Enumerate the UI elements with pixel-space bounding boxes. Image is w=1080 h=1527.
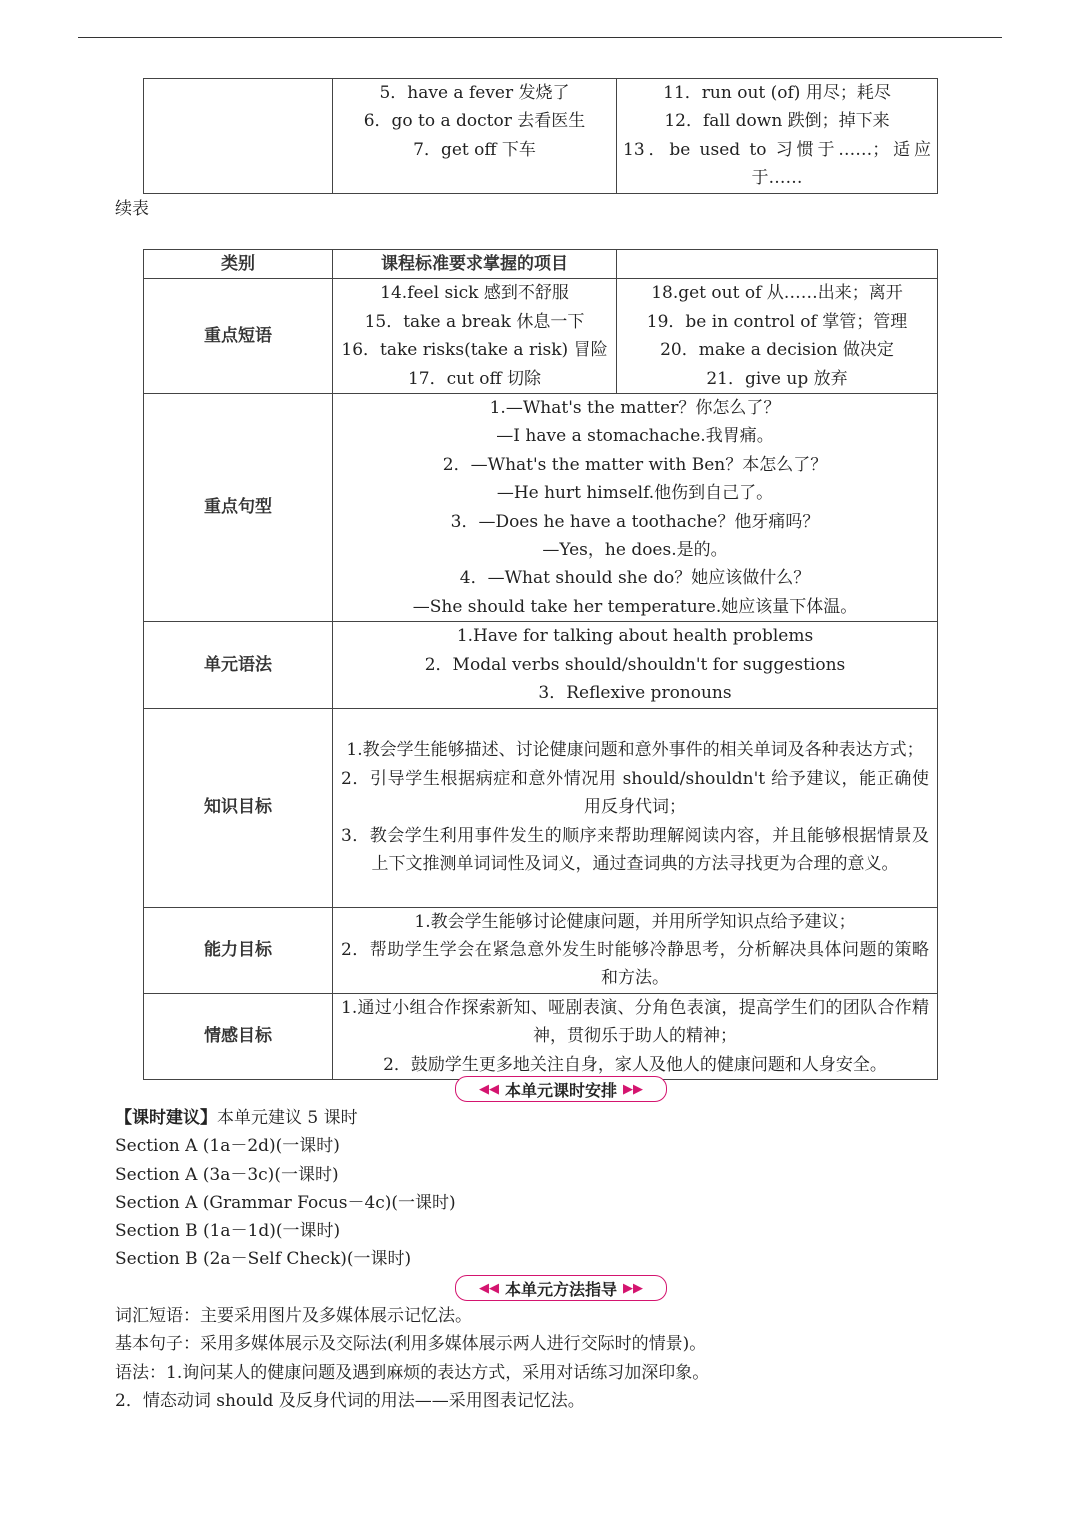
phrase-item: 13．be used to 习惯于……；适应于…… bbox=[623, 139, 931, 189]
sentence-line: 2．—What's the matter with Ben？本怎么了？ bbox=[442, 454, 828, 475]
table-row-knowledge bbox=[144, 708, 938, 907]
phrases-col3 bbox=[617, 279, 938, 394]
phrases-col2 bbox=[333, 79, 617, 194]
phrase-item: 21．give up 放弃 bbox=[706, 368, 848, 389]
emotion-para: 2．鼓励学生更多地关注自身，家人及他人的健康问题和人身安全。 bbox=[383, 1054, 887, 1075]
schedule-intro bbox=[115, 1104, 456, 1132]
table-row-emotion bbox=[144, 993, 938, 1079]
phrase-item: 7．get off 下车 bbox=[413, 139, 536, 160]
double-chevron-left-icon: ◀◀ bbox=[478, 1280, 499, 1296]
sentence-line: —Yes，he does.是的。 bbox=[542, 540, 728, 561]
sentences-cell bbox=[333, 394, 938, 622]
table-row-grammar bbox=[144, 622, 938, 708]
label-knowledge: 知识目标 bbox=[144, 708, 333, 907]
sentence-line: —She should take her temperature.她应该量下体温。 bbox=[412, 596, 858, 617]
phrase-item: 14.feel sick 感到不舒服 bbox=[380, 283, 569, 304]
schedule-item: Section B (1a－1d)(一课时) bbox=[115, 1221, 341, 1242]
method-line: 2．情态动词 should 及反身代词的用法——采用图表记忆法。 bbox=[115, 1390, 585, 1411]
knowledge-cell bbox=[333, 708, 938, 907]
table-row bbox=[144, 79, 938, 194]
sentence-line: 1.—What's the matter？你怎么了？ bbox=[489, 398, 781, 419]
section-banner-methods bbox=[455, 1275, 667, 1301]
schedule-item: Section A (1a－2d)(一课时) bbox=[115, 1136, 340, 1157]
double-chevron-left-icon: ◀◀ bbox=[478, 1081, 499, 1097]
label-sentences: 重点句型 bbox=[144, 394, 333, 622]
curriculum-table bbox=[143, 249, 938, 1080]
emotion-para: 1.通过小组合作探索新知、哑剧表演、分角色表演，提高学生们的团队合作精神，贯彻乐于助人的精神； bbox=[341, 997, 929, 1047]
table-header-row bbox=[144, 250, 938, 279]
sentence-line: 3．—Does he have a toothache？他牙痛吗？ bbox=[450, 511, 820, 532]
ability-para: 2．帮助学生学会在紧急意外发生时能够冷静思考，分析解决具体问题的策略和方法。 bbox=[341, 939, 929, 989]
table-row-phrases bbox=[144, 279, 938, 394]
header-items: 课程标准要求掌握的项目 bbox=[333, 250, 617, 279]
double-chevron-right-icon: ▶▶ bbox=[623, 1280, 643, 1296]
label-grammar: 单元语法 bbox=[144, 622, 333, 708]
sentence-line: 4．—What should she do？她应该做什么？ bbox=[459, 568, 811, 589]
section-banner-schedule bbox=[455, 1076, 667, 1102]
double-chevron-right-icon: ▶▶ bbox=[623, 1081, 643, 1097]
method-line: 语法：1.询问某人的健康问题及遇到麻烦的表达方式，采用对话练习加深印象。 bbox=[115, 1362, 710, 1383]
phrase-item: 19．be in control of 掌管；管理 bbox=[646, 311, 908, 332]
phrase-item: 18.get out of 从……出来；离开 bbox=[651, 283, 903, 304]
phrase-item: 20．make a decision 做决定 bbox=[660, 340, 894, 361]
method-line: 基本句子：采用多媒体展示及交际法(利用多媒体展示两人进行交际时的情景)。 bbox=[115, 1334, 707, 1355]
schedule-item: Section B (2a－Self Check)(一课时) bbox=[115, 1249, 412, 1270]
phrase-item: 12．fall down 跌倒；掉下来 bbox=[664, 111, 890, 132]
table-row-sentences bbox=[144, 394, 938, 622]
knowledge-para: 2．引导学生根据病症和意外情况用 should/shouldn't 给予建议，能正确使用反身代词； bbox=[341, 768, 929, 818]
phrase-item: 6．go to a doctor 去看医生 bbox=[363, 111, 586, 132]
phrases-col3 bbox=[617, 79, 938, 194]
grammar-line: 2．Modal verbs should/shouldn't for suggestions bbox=[424, 654, 846, 675]
phrase-item: 5．have a fever 发烧了 bbox=[379, 83, 570, 103]
phrase-item: 15．take a break 休息一下 bbox=[364, 311, 585, 332]
schedule-tag: 【课时建议】 bbox=[115, 1108, 217, 1128]
banner-title: 本单元课时安排 bbox=[504, 1080, 617, 1100]
header-category: 类别 bbox=[144, 250, 333, 279]
label-ability: 能力目标 bbox=[144, 907, 333, 993]
schedule-item: Section A (3a－3c)(一课时) bbox=[115, 1164, 339, 1185]
phrase-item: 11．run out (of) 用尽；耗尽 bbox=[663, 83, 891, 103]
grammar-cell bbox=[333, 622, 938, 708]
knowledge-para: 1.教会学生能够描述、讨论健康问题和意外事件的相关单词及各种表达方式； bbox=[346, 740, 924, 761]
sentence-line: —He hurt himself.他伤到自己了。 bbox=[496, 483, 774, 504]
ability-para: 1.教会学生能够讨论健康问题，并用所学知识点给予建议； bbox=[414, 911, 856, 932]
table-row-ability bbox=[144, 907, 938, 993]
sentence-line: —I have a stomachache.我胃痛。 bbox=[496, 426, 774, 447]
label-phrases: 重点短语 bbox=[144, 279, 333, 394]
grammar-line: 1.Have for talking about health problems bbox=[456, 626, 814, 647]
schedule-block bbox=[115, 1104, 456, 1274]
schedule-item: Section A (Grammar Focus－4c)(一课时) bbox=[115, 1192, 456, 1213]
knowledge-para: 3．教会学生利用事件发生的顺序来帮助理解阅读内容，并且能够根据情景及上下文推测单词词性及词义，通过查词典的方法寻找更为合理的意义。 bbox=[341, 825, 929, 875]
header-empty bbox=[617, 250, 938, 279]
method-line: 词汇短语：主要采用图片及多媒体展示记忆法。 bbox=[115, 1306, 472, 1326]
label-emotion: 情感目标 bbox=[144, 993, 333, 1079]
grammar-line: 3．Reflexive pronouns bbox=[538, 683, 732, 704]
ability-cell bbox=[333, 907, 938, 993]
continued-label: 续表 bbox=[115, 199, 149, 219]
methods-block bbox=[115, 1302, 709, 1415]
phrases-col2 bbox=[333, 279, 617, 394]
phrase-item: 17．cut off 切除 bbox=[407, 368, 542, 389]
empty-cell bbox=[144, 79, 333, 194]
phrase-item: 16．take risks(take a risk) 冒险 bbox=[341, 340, 608, 361]
schedule-intro-text: 本单元建议 5 课时 bbox=[217, 1108, 358, 1128]
header-rule bbox=[78, 37, 1002, 38]
emotion-cell bbox=[333, 993, 938, 1079]
phrase-table-continued bbox=[143, 78, 938, 194]
banner-title: 本单元方法指导 bbox=[504, 1279, 617, 1299]
